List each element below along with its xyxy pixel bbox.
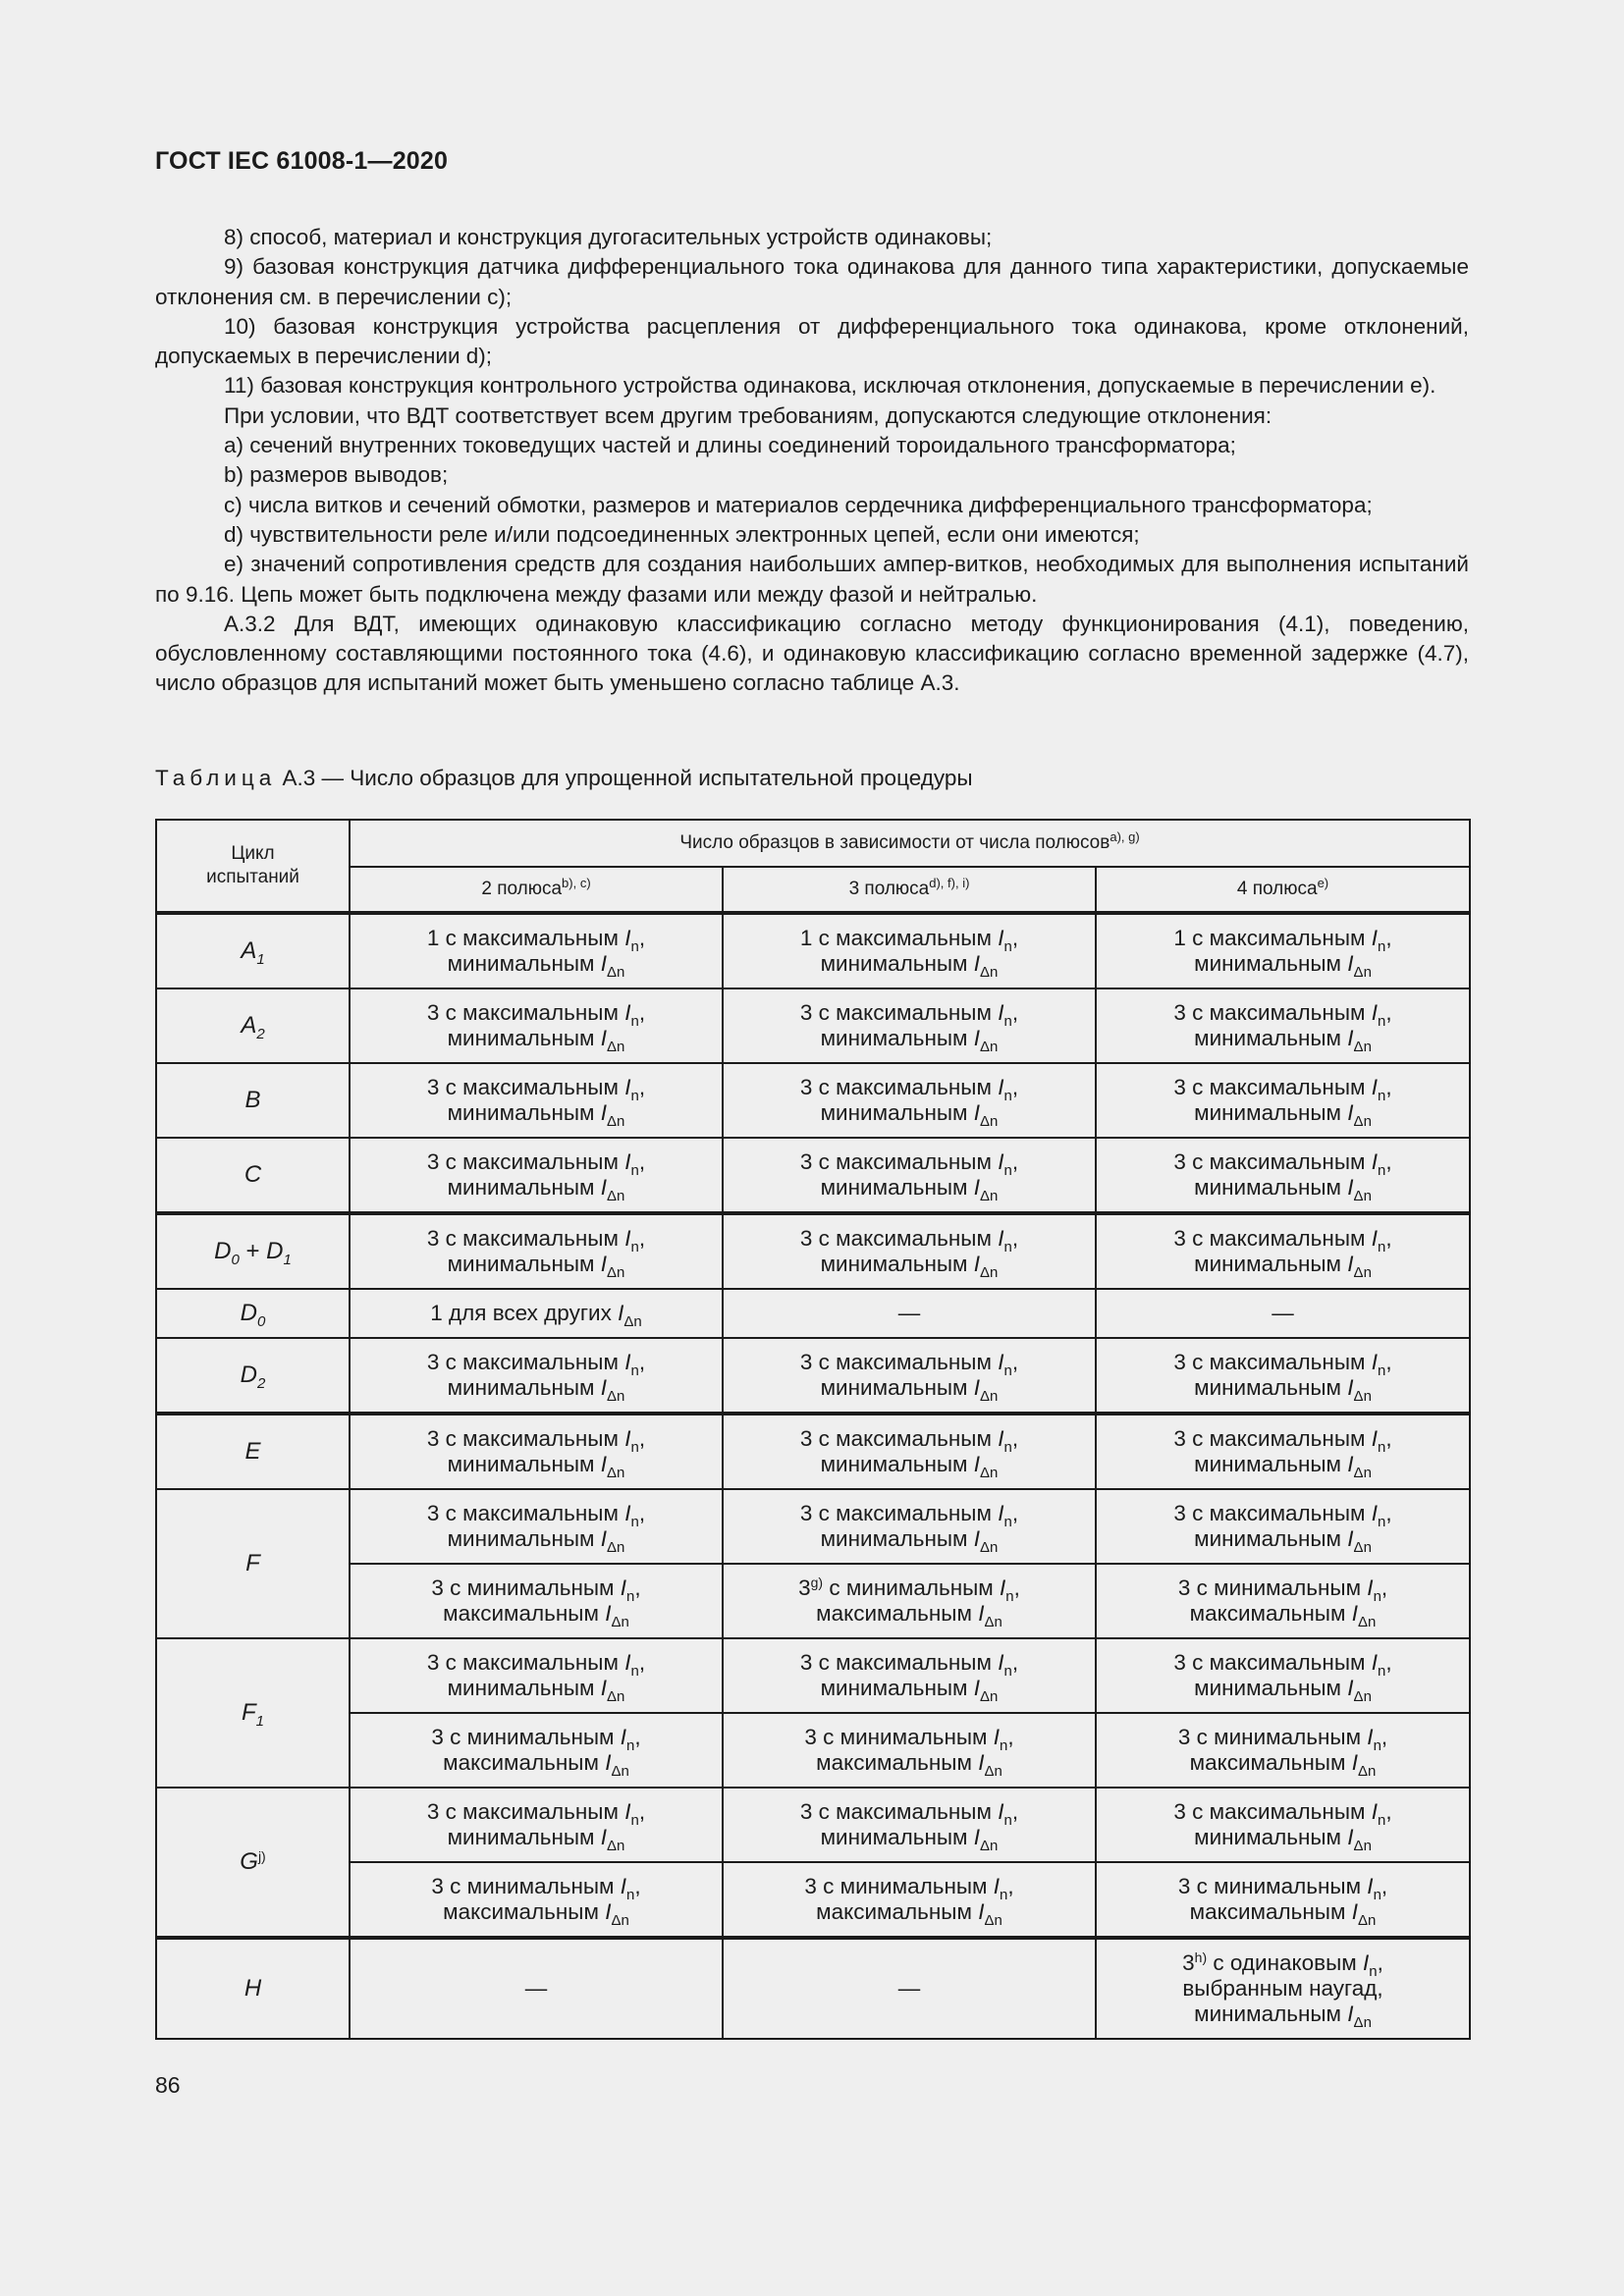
paragraph: с) числа витков и сечений обмотки, размеров и материалов сердечника дифференциального трансформатора;: [224, 492, 1373, 517]
cycle-a2: $A_2$: [156, 988, 350, 1063]
table-row: [156, 1138, 1470, 1213]
table-row: [156, 1063, 1470, 1138]
cell-d0d1-3p: 3 с максимальным $I_n$, минимальным $I_{\Delta n}$: [723, 1213, 1096, 1289]
cycle-d2: $D_2$: [156, 1338, 350, 1414]
cell-e-3p: 3 с максимальным $I_n$, минимальным $I_{\Delta n}$: [723, 1414, 1096, 1489]
cycle-d0: $D_0$: [156, 1289, 350, 1338]
table-row: [156, 1213, 1470, 1289]
cycle-f1: $F_1$: [156, 1638, 350, 1788]
table-row: [156, 1489, 1470, 1564]
cell-h-2p: —: [350, 1938, 723, 2039]
cycle-g: $G^{j)}$: [156, 1788, 350, 1938]
table-row: [156, 1862, 1470, 1938]
cell-f1-3p-a: 3 с максимальным $I_n$, минимальным $I_{\Delta n}$: [723, 1638, 1096, 1713]
cell-d0-3p: —: [723, 1289, 1096, 1338]
cell-d0d1-2p: 3 с максимальным $I_n$, минимальным $I_{\Delta n}$: [350, 1213, 723, 1289]
table-row: [156, 1788, 1470, 1862]
cell-a1-2p: 1 с максимальным $I_n$, минимальным $I_{\Delta n}$: [350, 913, 723, 988]
cell-c-4p: 3 с максимальным $I_n$, минимальным $I_{\Delta n}$: [1096, 1138, 1470, 1213]
cell-a1-3p: 1 с максимальным $I_n$, минимальным $I_{\Delta n}$: [723, 913, 1096, 988]
table-row: [156, 1638, 1470, 1713]
cell-d0d1-4p: 3 с максимальным $I_n$, минимальным $I_{\Delta n}$: [1096, 1213, 1470, 1289]
cycle-e: E: [156, 1414, 350, 1489]
cell-g-2p-a: 3 с максимальным $I_n$, минимальным $I_{\Delta n}$: [350, 1788, 723, 1862]
table-row: [156, 1564, 1470, 1638]
cell-g-4p-b: 3 с минимальным $I_n$, максимальным $I_{\Delta n}$: [1096, 1862, 1470, 1938]
cell-f1-4p-a: 3 с максимальным $I_n$, минимальным $I_{\Delta n}$: [1096, 1638, 1470, 1713]
table-header-row: [156, 820, 1470, 867]
paragraph: При условии, что ВДТ соответствует всем другим требованиям, допускаются следующие отклонения:: [224, 402, 1272, 428]
cell-h-3p: —: [723, 1938, 1096, 2039]
cycle-b: B: [156, 1063, 350, 1138]
cycle-h: H: [156, 1938, 350, 2039]
table-row: [156, 913, 1470, 988]
cell-f-4p-a: 3 с максимальным $I_n$, минимальным $I_{\Delta n}$: [1096, 1489, 1470, 1564]
cell-d0-4p: —: [1096, 1289, 1470, 1338]
cell-g-3p-a: 3 с максимальным $I_n$, минимальным $I_{\Delta n}$: [723, 1788, 1096, 1862]
cell-f-2p-a: 3 с максимальным $I_n$, минимальным $I_{\Delta n}$: [350, 1489, 723, 1564]
table-caption-text: А.3 — Число образцов для упрощенной испытательной процедуры: [282, 766, 973, 790]
cell-d2-4p: 3 с максимальным $I_n$, минимальным $I_{\Delta n}$: [1096, 1338, 1470, 1414]
cell-f-3p-b: 3$^{g)}$ с минимальным $I_n$, максимальным $I_{\Delta n}$: [723, 1564, 1096, 1638]
cell-a2-4p: 3 с максимальным $I_n$, минимальным $I_{\Delta n}$: [1096, 988, 1470, 1063]
header-cycle: Цикл испытаний: [156, 820, 350, 913]
cycle-f: F: [156, 1489, 350, 1638]
table-row: [156, 1414, 1470, 1489]
cell-f1-4p-b: 3 с минимальным $I_n$, максимальным $I_{\Delta n}$: [1096, 1713, 1470, 1788]
cell-f-2p-b: 3 с минимальным $I_n$, максимальным $I_{\Delta n}$: [350, 1564, 723, 1638]
table-row: [156, 1938, 1470, 2039]
cell-h-4p: 3$^{h)}$ с одинаковым $I_n$, выбранным наугад, минимальным $I_{\Delta n}$: [1096, 1938, 1470, 2039]
cell-e-2p: 3 с максимальным $I_n$, минимальным $I_{\Delta n}$: [350, 1414, 723, 1489]
cell-f-4p-b: 3 с минимальным $I_n$, максимальным $I_{\Delta n}$: [1096, 1564, 1470, 1638]
header-samples-by-poles: Число образцов в зависимости от числа полюсов$^{a), g)}$: [350, 820, 1470, 867]
paragraph: d) чувствительности реле и/или подсоединенных электронных цепей, если они имеются;: [224, 521, 1140, 547]
cell-g-3p-b: 3 с минимальным $I_n$, максимальным $I_{\Delta n}$: [723, 1862, 1096, 1938]
cell-c-2p: 3 с максимальным $I_n$, минимальным $I_{\Delta n}$: [350, 1138, 723, 1213]
cell-a2-2p: 3 с максимальным $I_n$, минимальным $I_{\Delta n}$: [350, 988, 723, 1063]
cycle-a1: $A_1$: [156, 913, 350, 988]
cell-d2-3p: 3 с максимальным $I_n$, минимальным $I_{\Delta n}$: [723, 1338, 1096, 1414]
header-3-poles: 3 полюса$^{d), f), i)}$: [723, 867, 1096, 913]
cell-a1-4p: 1 с максимальным $I_n$, минимальным $I_{\Delta n}$: [1096, 913, 1470, 988]
table-subheader-row: [156, 867, 1470, 913]
cell-g-2p-b: 3 с минимальным $I_n$, максимальным $I_{\Delta n}$: [350, 1862, 723, 1938]
cell-d2-2p: 3 с максимальным $I_n$, минимальным $I_{\Delta n}$: [350, 1338, 723, 1414]
cell-f1-3p-b: 3 с минимальным $I_n$, максимальным $I_{\Delta n}$: [723, 1713, 1096, 1788]
paragraph: 9) базовая конструкция датчика дифференциального тока одинакова для данного типа характеристики, допускаемые отклонения см. в перечислении с);: [155, 254, 1469, 309]
cell-d0-2p: 1 для всех других $I_{\Delta n}$: [350, 1289, 723, 1338]
table-row: [156, 1713, 1470, 1788]
paragraph: е) значений сопротивления средств для создания наибольших ампер-витков, необходимых для выполнения испытаний по 9.16. Цепь может быть подключена между фазами или между фазой и нейтралью.: [155, 552, 1469, 607]
table-caption: [155, 766, 973, 791]
document-header: ГОСТ IEC 61008-1—2020: [155, 147, 449, 175]
paragraph: b) размеров выводов;: [224, 462, 449, 488]
paragraph: 11) базовая конструкция контрольного устройства одинакова, исключая отклонения, допускаемые в перечислении е).: [224, 373, 1436, 399]
paragraph: 8) способ, материал и конструкция дугогасительных устройств одинаковы;: [224, 225, 993, 249]
cell-b-4p: 3 с максимальным $I_n$, минимальным $I_{\Delta n}$: [1096, 1063, 1470, 1138]
samples-table: [155, 819, 1471, 2040]
page-number: 86: [155, 2072, 181, 2098]
header-4-poles: 4 полюса$^{e)}$: [1096, 867, 1470, 913]
cell-b-2p: 3 с максимальным $I_n$, минимальным $I_{\Delta n}$: [350, 1063, 723, 1138]
paragraph: а) сечений внутренних токоведущих частей и длины соединений тороидального трансформатора;: [224, 433, 1236, 458]
paragraph: 10) базовая конструкция устройства расцепления от дифференциального тока одинакова, кроме отклонений, допускаемых в перечислении d);: [155, 313, 1469, 369]
cell-f-3p-a: 3 с максимальным $I_n$, минимальным $I_{\Delta n}$: [723, 1489, 1096, 1564]
body-text: [155, 223, 1469, 699]
cell-b-3p: 3 с максимальным $I_n$, минимальным $I_{\Delta n}$: [723, 1063, 1096, 1138]
table-row: [156, 1338, 1470, 1414]
paragraph: А.3.2 Для ВДТ, имеющих одинаковую классификацию согласно методу функционирования (4.1), поведению, обусловленному составляющими постоянного тока (4.6), и одинаковую классификацию согласно временной задержке (4.7), число образцов для испытаний может быть уменьшено согласно таблице А.3.: [155, 611, 1469, 696]
table-row: [156, 988, 1470, 1063]
cell-g-4p-a: 3 с максимальным $I_n$, минимальным $I_{\Delta n}$: [1096, 1788, 1470, 1862]
table-row: [156, 1289, 1470, 1338]
table-caption-label: Таблица: [155, 766, 277, 790]
cell-c-3p: 3 с максимальным $I_n$, минимальным $I_{\Delta n}$: [723, 1138, 1096, 1213]
cycle-d0-d1: $D_0 + D_1$: [156, 1213, 350, 1289]
header-2-poles: 2 полюса$^{b), c)}$: [350, 867, 723, 913]
cell-f1-2p-b: 3 с минимальным $I_n$, максимальным $I_{\Delta n}$: [350, 1713, 723, 1788]
cell-a2-3p: 3 с максимальным $I_n$, минимальным $I_{\Delta n}$: [723, 988, 1096, 1063]
cycle-c: C: [156, 1138, 350, 1213]
cell-f1-2p-a: 3 с максимальным $I_n$, минимальным $I_{\Delta n}$: [350, 1638, 723, 1713]
cell-e-4p: 3 с максимальным $I_n$, минимальным $I_{\Delta n}$: [1096, 1414, 1470, 1489]
